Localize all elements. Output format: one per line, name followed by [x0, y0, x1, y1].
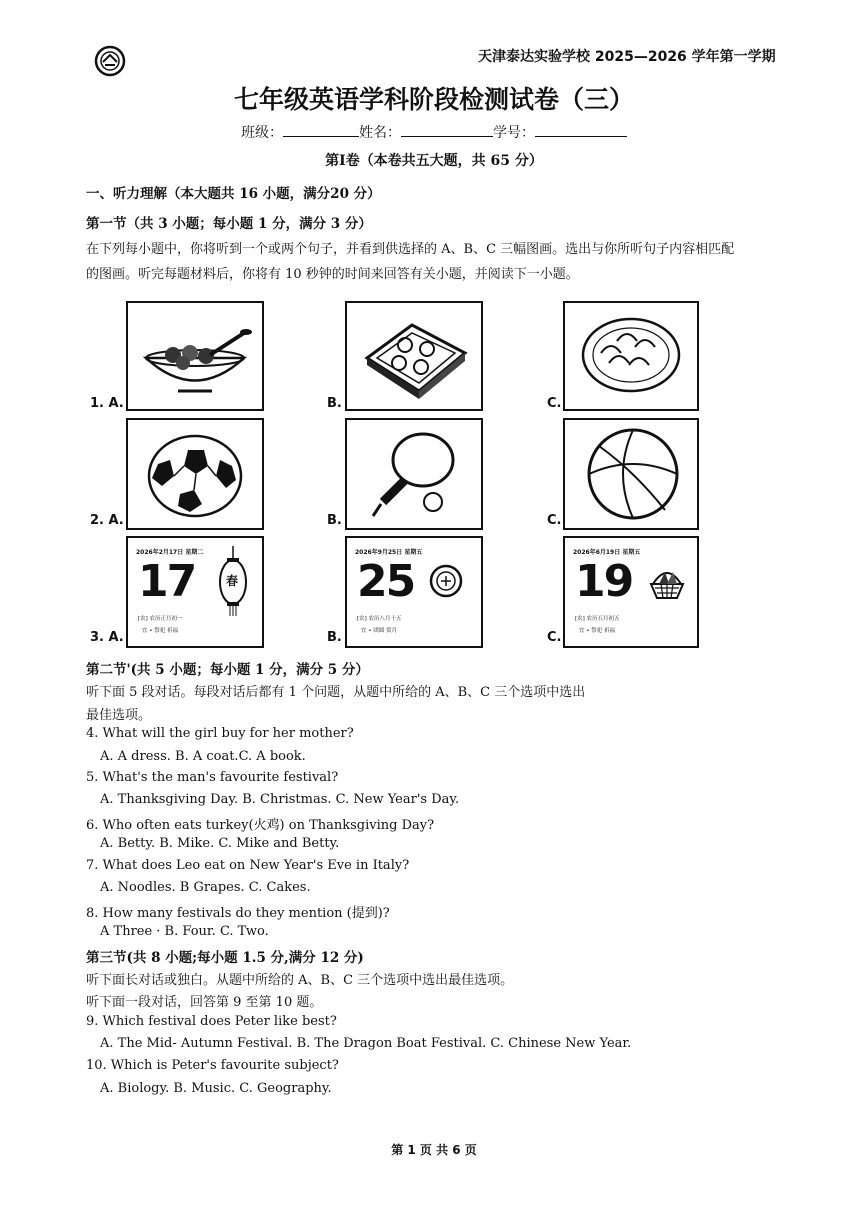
id-label: 学号：: [493, 125, 535, 141]
name-label: 姓名：: [359, 125, 401, 141]
football-icon: [128, 420, 262, 528]
q3-c-label: C.: [547, 630, 562, 645]
q2-option-b-picture[interactable]: [345, 418, 483, 530]
q3-option-b-picture[interactable]: [345, 536, 483, 648]
q1-b-label: B.: [327, 396, 342, 411]
sec3-instr-line1: 听下面长对话或独白。从题中所给的 A、B、C 三个选项中选出最佳选项。: [86, 973, 514, 988]
calendar-c-day: 19: [575, 556, 633, 607]
question-9: 9. Which festival does Peter like best?: [86, 1014, 337, 1029]
q2-b-label: B.: [327, 513, 342, 528]
part1-heading: 一、听力理解（本大题共 16 小题，满分20 分）: [86, 186, 381, 202]
question-10: 10. Which is Peter's favourite subject?: [86, 1058, 339, 1073]
question-8: 8. How many festivals do they mention (提到)?: [86, 906, 390, 921]
q1-option-a-picture[interactable]: [126, 301, 264, 411]
question-5: 5. What's the man's favourite festival?: [86, 770, 339, 785]
calendar-b-date: 2026年9月25日 星期五: [355, 549, 423, 556]
question-9-options[interactable]: A. The Mid- Autumn Festival. B. The Dragon Boat Festival. C. Chinese New Year.: [100, 1036, 632, 1051]
sec1-instr-line1: 在下列每小题中，你将听到一个或两个句子，并看到供选择的 A、B、C 三幅图画。选出与你所听句子内容相匹配: [86, 242, 735, 257]
q3-b-label: B.: [327, 630, 342, 645]
q2-c-label: C.: [547, 513, 562, 528]
calendar-a-note: 宜 • 祭祀 祈福: [142, 628, 178, 634]
q3-option-a-picture[interactable]: [126, 536, 264, 648]
sec2-instr-line2: 最佳选项。: [86, 708, 152, 723]
q1-label: 1. A.: [90, 396, 124, 411]
q1-option-b-picture[interactable]: [345, 301, 483, 411]
q2-option-c-picture[interactable]: [563, 418, 699, 530]
calendar-c-note: 宜 • 祭祀 祈福: [579, 628, 615, 634]
volume-heading: 第Ⅰ卷（本卷共五大题，共 65 分）: [325, 153, 543, 169]
sec3-heading: 第三节(共 8 小题;每小题 1.5 分,满分 12 分): [86, 950, 364, 966]
q2-option-a-picture[interactable]: [126, 418, 264, 530]
question-7: 7. What does Leo eat on New Year's Eve in Italy?: [86, 858, 410, 873]
sec2-heading: 第二节'(共 5 小题；每小题 1 分，满分 5 分）: [86, 662, 369, 678]
q2-label: 2. A.: [90, 513, 124, 528]
question-5-options[interactable]: A. Thanksgiving Day. B. Christmas. C. New Year's Day.: [100, 792, 460, 807]
q1-option-c-picture[interactable]: [563, 301, 699, 411]
id-blank[interactable]: [535, 124, 627, 137]
class-label: 班级：: [241, 125, 283, 141]
question-7-options[interactable]: A. Noodles. B Grapes. C. Cakes.: [100, 880, 311, 895]
school-logo-icon: [94, 45, 126, 77]
calendar-a-date: 2026年2月17日 星期二: [136, 549, 204, 556]
question-10-options[interactable]: A. Biology. B. Music. C. Geography.: [100, 1081, 332, 1096]
sec1-instructions: [86, 237, 798, 287]
calendar-a-day: 17: [138, 556, 196, 607]
class-blank[interactable]: [283, 124, 359, 137]
sec1-heading: 第一节（共 3 小题；每小题 1 分，满分 3 分）: [86, 216, 372, 232]
school-name: 天津泰达实验学校 2025—2026 学年第一学期: [478, 49, 776, 65]
zongzi-basket-icon: [647, 560, 687, 600]
question-6-options[interactable]: A. Betty. B. Mike. C. Mike and Betty.: [100, 836, 340, 851]
mooncake-icon: [429, 564, 463, 598]
tangyuan-bowl-icon: [128, 303, 262, 409]
q1-c-label: C.: [547, 396, 562, 411]
calendar-b-note: 宜 • 团圆 赏月: [361, 628, 397, 634]
question-6: 6. Who often eats turkey(火鸡) on Thanksgiving Day?: [86, 818, 435, 833]
sec3-instr-line2: 听下面一段对话，回答第 9 至第 10 题。: [86, 995, 323, 1010]
calendar-b-lunar: [农] 农历八月十五: [357, 616, 402, 622]
q3-option-c-picture[interactable]: [563, 536, 699, 648]
ping-pong-paddle-icon: [347, 420, 481, 528]
calendar-a-lunar: [农] 农历正月初一: [138, 616, 183, 622]
calendar-b-day: 25: [357, 556, 415, 607]
question-4-options[interactable]: A. A dress. B. A coat.C. A book.: [100, 749, 306, 764]
name-blank[interactable]: [401, 124, 493, 137]
calendar-c-date: 2026年6月19日 星期五: [573, 549, 641, 556]
calendar-c-lunar: [农] 农历五月初五: [575, 616, 620, 622]
question-8-options[interactable]: A Three · B. Four. C. Two.: [100, 924, 269, 939]
mooncake-box-icon: [347, 303, 481, 409]
student-info-line: [0, 122, 868, 142]
page-number: 第 1 页 共 6 页: [391, 1143, 477, 1157]
basketball-icon: [565, 420, 697, 528]
lantern-character: 春: [226, 574, 239, 588]
sec1-instr-line2: 的图画。听完每题材料后，你将有 10 秒钟的时间来回答有关小题，并阅读下一小题。: [86, 267, 579, 282]
q3-label: 3. A.: [90, 630, 124, 645]
exam-title: 七年级英语学科阶段检测试卷（三）: [233, 85, 634, 114]
question-4: 4. What will the girl buy for her mother?: [86, 726, 354, 741]
dumplings-plate-icon: [565, 303, 697, 409]
sec2-instr-line1: 听下面 5 段对话。每段对话后都有 1 个问题，从题中所给的 A、B、C 三个选项中选出: [86, 685, 586, 700]
